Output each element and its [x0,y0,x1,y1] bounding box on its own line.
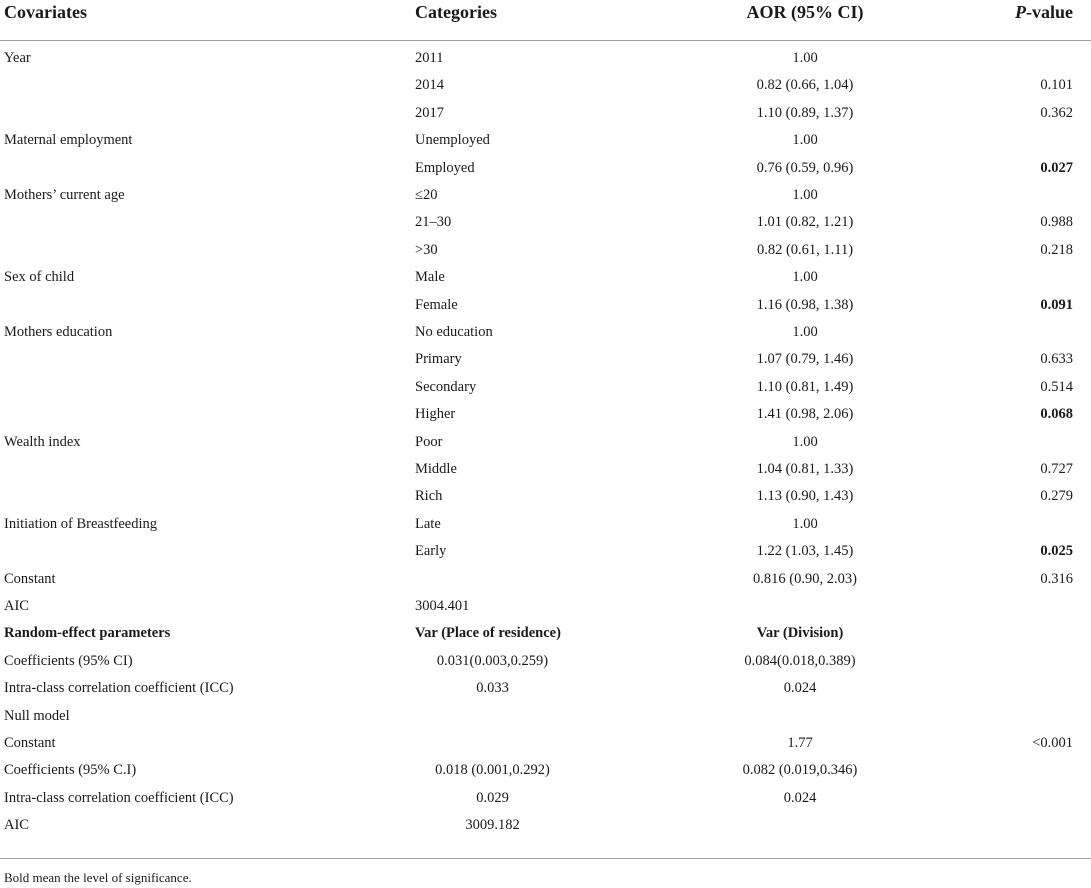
table-row [0,232,1091,259]
header-aor: AOR (95% CI) [746,2,864,22]
p-value-cell: 0.101 [1040,77,1073,94]
table-header [0,0,1091,41]
table-row [0,314,1091,341]
header-categories: Categories [415,2,497,22]
random-effect-label: Random-effect parameters [4,625,171,642]
p-value-cell: 0.362 [1040,104,1073,121]
p-value-cell: 0.091 [1040,296,1073,313]
null-row-label: AIC [4,817,29,834]
p-value-cell: 0.218 [1040,241,1073,258]
random-row-label: Intra-class correlation coefficient (ICC) [4,680,234,697]
category-cell: Poor [415,433,443,450]
aor-cell: 1.10 (0.81, 1.49) [756,378,854,395]
covariate-cell: Year [4,50,31,66]
aor-cell: 1.10 (0.89, 1.37) [756,104,854,121]
category-cell: ≤20 [415,187,438,203]
category-cell: Early [415,543,447,560]
category-cell: Late [415,515,441,532]
table-row [0,287,1091,314]
aor-cell: 1.00 [792,187,818,203]
category-cell: 2014 [415,77,444,94]
p-value-cell: 0.068 [1040,406,1073,423]
null-row-label: Constant [4,735,56,751]
table-row [0,150,1091,177]
covariate-cell: Wealth index [4,433,81,450]
aor-cell: 0.76 (0.59, 0.96) [756,159,854,176]
table-row [0,561,1091,588]
null-row-col3: 1.77 [787,735,813,751]
aor-cell: 1.41 (0.98, 2.06) [756,406,854,423]
header-p-value [1015,2,1073,23]
table-row [0,341,1091,368]
random-row-col2: 0.031(0.003,0.259) [436,652,549,669]
table-row [0,451,1091,478]
p-value-cell: 0.027 [1040,159,1073,176]
null-row-label: Intra-class correlation coefficient (ICC) [4,789,234,806]
table-row [0,67,1091,94]
aor-cell: 1.04 (0.81, 1.33) [756,461,854,477]
aor-cell: 0.82 (0.61, 1.11) [756,241,854,258]
table-row [0,506,1091,533]
category-cell: Unemployed [415,132,490,149]
aic-row [0,588,1091,615]
category-cell: Higher [415,406,456,423]
table-footnote: Bold mean the level of significance. [4,870,192,885]
aor-cell: 1.07 (0.79, 1.46) [756,351,854,368]
category-cell: Male [415,269,445,286]
null-row-col2: 0.029 [476,789,509,806]
table-row [0,533,1091,560]
aor-cell: 1.16 (0.98, 1.38) [756,296,854,313]
table-row [0,177,1091,204]
table-row [0,478,1091,505]
covariate-cell: Mothers education [4,324,113,340]
random-row-col3: 0.084(0.018,0.389) [744,652,856,669]
header-p-rest: -value [1026,2,1073,22]
aor-cell: 0.816 (0.90, 2.03) [753,570,857,587]
aor-cell: 0.82 (0.66, 1.04) [756,77,854,94]
aor-cell: 1.13 (0.90, 1.43) [756,488,854,505]
table-row [0,40,1091,67]
category-cell: Primary [415,351,462,368]
covariate-cell: Sex of child [4,269,75,286]
aor-cell: 1.00 [792,324,818,340]
covariate-cell: Constant [4,570,56,587]
random-effect-header-row [0,615,1091,642]
table-row [0,95,1091,122]
aor-cell: 1.00 [792,132,818,149]
header-p-italic: P [1015,2,1026,22]
random-row-label: Coefficients (95% CI) [4,652,133,669]
category-cell: >30 [415,241,438,258]
p-value-cell: 0.633 [1040,351,1073,368]
covariate-cell: Initiation of Breastfeeding [4,515,158,532]
category-cell: 21–30 [415,214,452,231]
null-row-col3: 0.024 [783,789,817,806]
table-row [0,204,1091,231]
covariate-cell: Maternal employment [4,132,133,149]
table-bottom-rule [0,858,1091,859]
aor-cell: 1.01 (0.82, 1.21) [756,214,854,231]
category-cell: Middle [415,461,457,477]
random-row-col3: 0.024 [783,680,817,697]
category-cell: Female [415,296,458,313]
aic-label: AIC [4,598,29,614]
aor-cell: 1.00 [792,269,818,286]
table-row [0,643,1091,670]
p-value-cell: 0.988 [1040,214,1073,231]
aor-cell: 1.22 (1.03, 1.45) [756,543,854,560]
p-value-cell: 0.316 [1040,570,1073,587]
header-covariates: Covariates [4,2,87,22]
table-row [0,725,1091,752]
var-division-header: Var (Division) [756,625,844,642]
table-row [0,369,1091,396]
table-row [0,670,1091,697]
null-row-label: Coefficients (95% C.I) [4,762,137,779]
category-cell: 2011 [415,50,444,66]
aor-cell: 1.00 [792,433,818,450]
p-value-cell: 0.514 [1040,378,1073,395]
table-row [0,752,1091,779]
null-row-p: <0.001 [1032,735,1073,751]
table-row [0,807,1091,834]
table-row [0,122,1091,149]
category-cell: Secondary [415,378,477,395]
null-row-col3: 0.082 (0.019,0.346) [742,762,858,779]
table-row [0,780,1091,807]
var-place-of-residence-header: Var (Place of residence) [415,625,561,642]
aor-cell: 1.00 [792,515,818,532]
category-cell: 2017 [415,104,444,121]
p-value-cell: 0.279 [1040,488,1073,505]
category-cell: Rich [415,488,443,505]
null-row-col2: 3009.182 [465,817,520,834]
aic-value: 3004.401 [415,598,470,614]
covariate-cell: Mothers’ current age [4,187,125,203]
table-row [0,396,1091,423]
p-value-cell: 0.025 [1040,543,1073,560]
p-value-cell: 0.727 [1040,461,1073,477]
random-row-col2: 0.033 [476,680,509,697]
null-model-row [0,698,1091,725]
table-row [0,424,1091,451]
category-cell: Employed [415,159,475,176]
table-row [0,259,1091,286]
category-cell: No education [415,324,493,340]
null-model-label: Null model [4,707,70,724]
aor-cell: 1.00 [792,50,818,66]
null-row-col2: 0.018 (0.001,0.292) [435,762,550,779]
